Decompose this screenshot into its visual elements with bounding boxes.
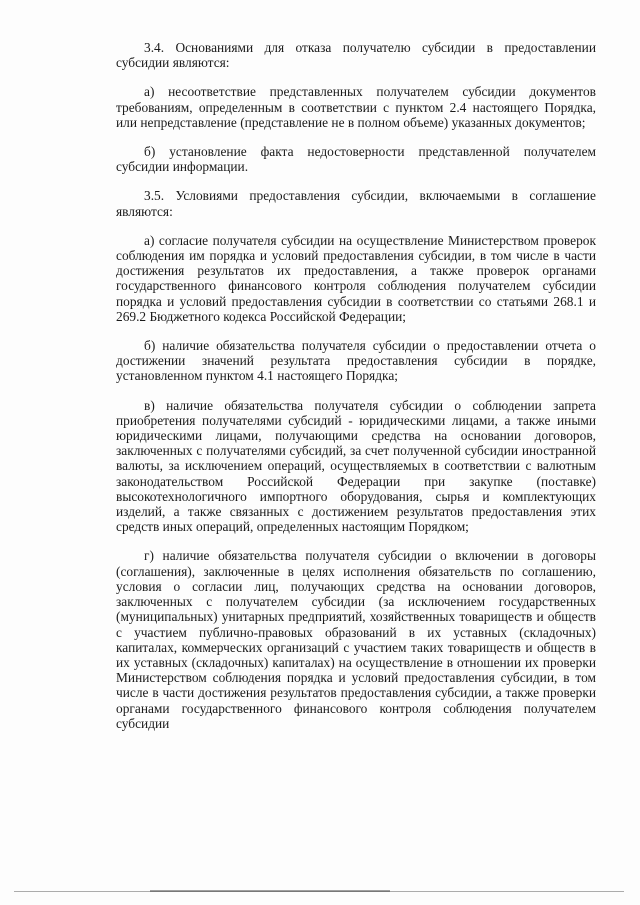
paragraph-3-4-a: а) несоответствие представленных получателем субсидии документов требованиям, определенным в соответствии с пунктом 2.4 настоящего Порядка, или непредставление (представление не в полном объеме) указанных документов; — [116, 84, 596, 130]
paragraph-3-5-b: б) наличие обязательства получателя субсидии о предоставлении отчета о достижении значений результата предоставления субсидии в порядке, установленном пунктом 4.1 настоящего Порядка; — [116, 338, 596, 384]
paragraph-3-4-b: б) установление факта недостоверности представленной получателем субсидии информации. — [116, 144, 596, 175]
paragraph-3-5: 3.5. Условиями предоставления субсидии, включаемыми в соглашение являются: — [116, 188, 596, 219]
document-body — [116, 40, 596, 744]
scan-bottom-mark — [150, 890, 390, 892]
paragraph-3-5-g: г) наличие обязательства получателя субсидии о включении в договоры (соглашения), заключенные в целях исполнения обязательств по соглашению, условия о согласии лиц, получающих средства на основании договоров, заключенных с получателем субсидии (за исключением государственных (муниципальных) унитарных предприятий, хозяйственных товариществ и обществ с участием публично-правовых образований в их уставных (складочных) капиталах, коммерческих организаций с участием таких товариществ и обществ в их уставных (складочных) капиталах) на осуществление в отношении их проверки Министерством соблюдения порядка и условий предоставления субсидии, в том числе в части достижения результатов предоставления субсидии, а также проверки органами государственного финансового контроля соблюдения получателем субсидии — [116, 548, 596, 731]
paragraph-3-4: 3.4. Основаниями для отказа получателю субсидии в предоставлении субсидии являются: — [116, 40, 596, 71]
paragraph-3-5-v: в) наличие обязательства получателя субсидии о соблюдении запрета приобретения получателями субсидий - юридическими лицами, а также иными юридическими лицами, получающими средства на основании договоров, заключенных с получателями субсидий, за счет полученной субсидии иностранной валюты, за исключением операций, осуществляемых в соответствии с валютным законодательством Российской Федерации при закупке (поставке) высокотехнологичного импортного оборудования, сырья и комплектующих изделий, а также связанных с достижением результатов предоставления этих средств иных операций, определенных настоящим Порядком; — [116, 397, 596, 535]
paragraph-3-5-a: а) согласие получателя субсидии на осуществление Министерством проверок соблюдения им порядка и условий предоставления субсидии, в том числе в части достижения результатов их предоставления, а также проверок органами государственного финансового контроля соблюдения получателем субсидии порядка и условий предоставления субсидии в соответствии со статьями 268.1 и 269.2 Бюджетного кодекса Российской Федерации; — [116, 232, 596, 324]
